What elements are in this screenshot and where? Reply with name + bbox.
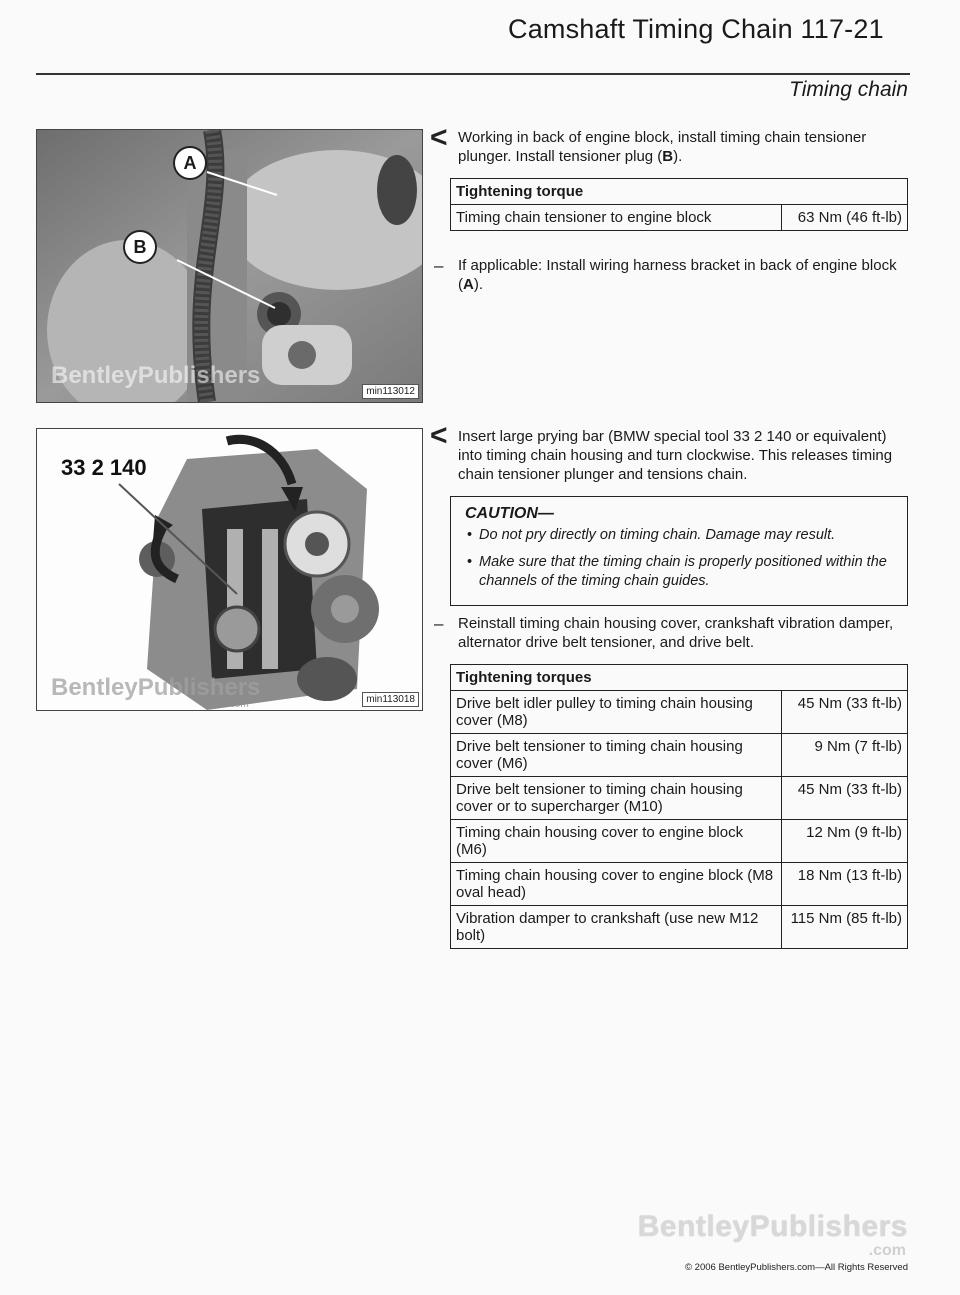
torque-value: 12 Nm (9 ft-lb): [782, 820, 908, 863]
table-row: [451, 205, 908, 231]
publisher-logo-suffix: .com: [868, 1242, 906, 1259]
table-row: [451, 863, 908, 906]
step-text: If applicable: Install wiring harness bracket in back of engine block (: [458, 257, 897, 293]
step-ref-a: A: [463, 276, 474, 293]
callout-b: [123, 230, 157, 264]
torque-value: 9 Nm (7 ft-lb): [782, 734, 908, 777]
step-arrow-marker: <: [430, 121, 448, 154]
torque-item: Timing chain tensioner to engine block: [451, 205, 782, 231]
callout-a: [173, 146, 207, 180]
torque-value: 63 Nm (46 ft-lb): [782, 205, 908, 231]
table-row: [451, 734, 908, 777]
torque-item: Timing chain housing cover to engine block (M6): [451, 820, 782, 863]
step-dash-marker: –: [434, 256, 444, 275]
torque-table-header: Tightening torques: [451, 665, 908, 691]
caution-list: [465, 526, 897, 591]
header-divider: [36, 73, 910, 75]
step-text: Working in back of engine block, install timing chain tensioner plunger. Install tensioner plug (: [458, 129, 867, 165]
step-text-end: ).: [473, 276, 484, 293]
watermark-text: BentleyPublishers: [51, 674, 261, 701]
figure-id: min113018: [362, 692, 419, 707]
torque-value: 115 Nm (85 ft-lb): [782, 906, 908, 949]
step-ref-b: B: [662, 148, 674, 165]
step-reinstall-cover: Reinstall timing chain housing cover, crankshaft vibration damper, alternator drive belt tensioner, and drive belt.: [458, 615, 894, 651]
torque-table-cover: [450, 664, 908, 949]
table-row: [451, 820, 908, 863]
step-text-end: ).: [673, 148, 683, 165]
caution-box: [450, 496, 908, 606]
step-insert-prying-bar: Insert large prying bar (BMW special tool 33 2 140 or equivalent) into timing chain housing and turn clockwise. This releases timing chain tensioner plunger and tensions chain.: [458, 428, 893, 483]
page-title: Camshaft Timing Chain 117-21: [508, 14, 884, 44]
copyright-notice: © 2006 BentleyPublishers.com—All Rights Reserved: [685, 1262, 908, 1273]
callout-a-label: A: [183, 153, 197, 173]
section-subtitle: Timing chain: [789, 78, 908, 101]
torque-item: Drive belt tensioner to timing chain housing cover or to supercharger (M10): [451, 777, 782, 820]
figure-id: min113012: [362, 384, 419, 399]
figure-prying-bar-photo: [36, 428, 423, 711]
watermark-suffix: .com: [227, 699, 249, 710]
figure-tensioner-plug-photo: [36, 129, 423, 403]
torque-item: Vibration damper to crankshaft (use new M12 bolt): [451, 906, 782, 949]
caution-item: • Do not pry directly on timing chain. Damage may result.: [479, 526, 897, 545]
publisher-logo: BentleyPublishers: [637, 1210, 908, 1243]
torque-value: 45 Nm (33 ft-lb): [782, 777, 908, 820]
torque-value: 18 Nm (13 ft-lb): [782, 863, 908, 906]
watermark-text: BentleyPublishers: [51, 362, 261, 389]
caution-item: • Make sure that the timing chain is properly positioned within the channels of the timing chain guides.: [479, 553, 897, 591]
torque-table-tensioner: [450, 178, 908, 231]
step-install-tensioner: [458, 128, 908, 166]
table-row: [451, 906, 908, 949]
callout-b-label: B: [133, 237, 147, 257]
caution-title: CAUTION—: [465, 505, 554, 522]
torque-value: 45 Nm (33 ft-lb): [782, 691, 908, 734]
table-row: [451, 777, 908, 820]
torque-item: Timing chain housing cover to engine block (M8 oval head): [451, 863, 782, 906]
step-install-bracket: [458, 256, 910, 294]
torque-table-header: Tightening torque: [451, 179, 908, 205]
torque-item: Drive belt idler pulley to timing chain housing cover (M8): [451, 691, 782, 734]
step-arrow-marker: <: [430, 419, 448, 452]
torque-item: Drive belt tensioner to timing chain housing cover (M6): [451, 734, 782, 777]
tool-number-label: 33 2 140: [61, 455, 147, 480]
table-row: [451, 691, 908, 734]
step-dash-marker: –: [434, 614, 444, 633]
